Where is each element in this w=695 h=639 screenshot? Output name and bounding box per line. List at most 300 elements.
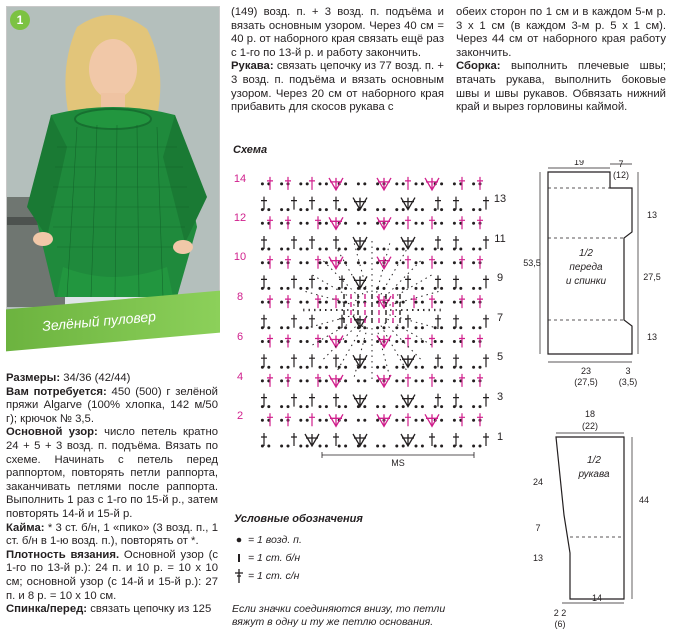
pattern-number-badge: 1: [10, 10, 30, 30]
chain-symbol: [306, 366, 309, 369]
dim-top-right-alt: (12): [612, 170, 630, 180]
double-crochet-symbol: [453, 275, 459, 288]
cluster-symbol: [401, 395, 415, 407]
chain-symbol: [415, 261, 418, 264]
chain-symbol: [402, 182, 405, 185]
cluster-symbol: [329, 217, 343, 229]
chain-symbol: [402, 261, 405, 264]
materials-label: Вам потребуется:: [6, 385, 107, 398]
chain-symbol: [395, 208, 398, 211]
chart-title: Схема: [233, 144, 268, 156]
double-crochet-symbol: [309, 354, 315, 367]
double-crochet-symbol: [435, 394, 441, 407]
row-label-right: 9: [496, 272, 504, 284]
chain-symbol: [440, 248, 443, 251]
chain-symbol: [319, 419, 322, 422]
product-photo: [6, 6, 220, 326]
chain-symbol: [299, 208, 302, 211]
chain-symbol: [306, 287, 309, 290]
chain-symbol: [402, 445, 405, 448]
legend-note: Если значки соединяются внизу, то петли вяжут в одну и ту же петлю основания.: [232, 603, 446, 628]
chain-symbol: [299, 366, 302, 369]
chain-symbol: [299, 182, 302, 185]
double-crochet-symbol: [309, 315, 315, 328]
cluster-symbol: [401, 434, 415, 446]
double-crochet-symbol: [333, 433, 339, 446]
chain-symbol: [440, 301, 443, 304]
double-crochet-symbol: [483, 433, 489, 446]
chain-symbol: [440, 379, 443, 382]
chain-symbol: [363, 326, 366, 329]
chain-symbol: [344, 379, 347, 382]
double-crochet-symbol: [309, 177, 315, 190]
cluster-symbol: [353, 434, 367, 446]
double-crochet-symbol: [333, 354, 339, 367]
chain-symbol: [306, 419, 309, 422]
double-crochet-symbol: [333, 197, 339, 210]
sleeve-dim-bottom-left-alt: (6): [554, 619, 566, 629]
chain-symbol: [383, 248, 386, 251]
chain-symbol: [319, 261, 322, 264]
chain-symbol: [472, 208, 475, 211]
dim-right-bottom: 13: [646, 332, 658, 342]
chain-symbol: [395, 366, 398, 369]
chain-symbol: [344, 222, 347, 225]
chain-symbol: [415, 405, 418, 408]
chain-symbol: [261, 301, 264, 304]
chain-symbol: [261, 261, 264, 264]
chain-symbol: [280, 379, 283, 382]
chain-symbol: [306, 445, 309, 448]
double-crochet-symbol: [309, 197, 315, 210]
double-crochet-symbol: [261, 394, 267, 407]
chain-symbol: [415, 445, 418, 448]
chain-symbol: [415, 340, 418, 343]
double-crochet-symbol: [333, 394, 339, 407]
chain-symbol: [280, 287, 283, 290]
dim-bottom-width-alt: (27,5): [574, 377, 598, 387]
double-crochet-symbol: [453, 354, 459, 367]
chain-symbol: [440, 405, 443, 408]
chain-symbol: [344, 405, 347, 408]
instructions-column-1: [6, 372, 218, 617]
double-crochet-symbol: [261, 433, 267, 446]
chain-symbol: [434, 405, 437, 408]
chain-symbol: [440, 445, 443, 448]
chain-symbol: [395, 445, 398, 448]
chain-symbol: [415, 182, 418, 185]
double-crochet-symbol: [291, 236, 297, 249]
double-crochet-symbol: [405, 335, 411, 348]
chain-symbol: [280, 208, 283, 211]
chain-symbol: [434, 208, 437, 211]
chain-symbol: [376, 248, 379, 251]
chain-symbol: [338, 208, 341, 211]
cluster-symbol: [353, 395, 367, 407]
chain-symbol: [472, 248, 475, 251]
cluster-symbol: [353, 237, 367, 249]
chain-symbol: [287, 445, 290, 448]
double-crochet-symbol: [477, 256, 483, 269]
chain-symbol: [402, 379, 405, 382]
chain-symbol: [325, 261, 328, 264]
chain-symbol: [280, 301, 283, 304]
chain-symbol: [287, 366, 290, 369]
double-crochet-symbol: [435, 275, 441, 288]
chain-symbol: [319, 340, 322, 343]
chain-symbol: [453, 261, 456, 264]
chain-symbol: [395, 379, 398, 382]
chain-symbol: [344, 208, 347, 211]
chain-symbol: [325, 248, 328, 251]
chain-symbol: [299, 261, 302, 264]
chain-symbol: [306, 379, 309, 382]
double-crochet-symbol: [453, 197, 459, 210]
chain-symbol: [306, 182, 309, 185]
dim-top-width: 19: [573, 160, 585, 167]
row-label-left: 2: [236, 410, 244, 422]
cluster-symbol: [401, 355, 415, 367]
chain-symbol: [325, 301, 328, 304]
chain-symbol: [357, 419, 360, 422]
dim-left-height: 53,5: [523, 258, 541, 268]
double-crochet-icon: [234, 568, 248, 584]
cluster-symbol: [401, 198, 415, 210]
sleeve-dim-left-mid: 7: [535, 523, 541, 533]
chain-symbol: [434, 445, 437, 448]
model-illustration: [7, 7, 219, 325]
back-front-value: связать цепочку из 125: [90, 603, 212, 616]
row-label-right: 7: [496, 312, 504, 324]
double-crochet-symbol: [291, 275, 297, 288]
chain-symbol: [325, 366, 328, 369]
main-pattern-value: число петель кратно 24 + 5 + 3 возд. п. подъёма. Вязать по схеме. Начинать с петель перед раппортом, повторять петли раппорта, заканчивать петлями после раппорта. Выполнить 1 раз с 1-го по 15-й р., затем повторять 14-й и 15-й р.: [6, 426, 218, 520]
chain-symbol: [376, 208, 379, 211]
chain-symbol: [319, 248, 322, 251]
double-crochet-symbol: [483, 197, 489, 210]
chain-symbol: [440, 222, 443, 225]
dim-bottom-right: 3: [625, 366, 631, 376]
chain-symbol: [440, 261, 443, 264]
chain-symbol: [415, 222, 418, 225]
chain-symbol: [299, 340, 302, 343]
chain-symbol: [299, 248, 302, 251]
chain-symbol: [453, 419, 456, 422]
chain-symbol: [421, 222, 424, 225]
chain-symbol: [434, 222, 437, 225]
chain-symbol: [383, 326, 386, 329]
chain-symbol: [395, 261, 398, 264]
row-label-left: 12: [233, 212, 247, 224]
chain-symbol: [363, 287, 366, 290]
double-crochet-symbol: [309, 275, 315, 288]
legend-double-crochet: = 1 ст. с/н: [248, 570, 300, 582]
chain-symbol: [472, 301, 475, 304]
chain-symbol: [415, 366, 418, 369]
chain-symbol: [357, 222, 360, 225]
chain-symbol: [357, 340, 360, 343]
double-crochet-symbol: [453, 394, 459, 407]
chain-symbol: [395, 222, 398, 225]
chain-symbol: [325, 287, 328, 290]
chain-symbol: [415, 287, 418, 290]
chain-symbol: [306, 340, 309, 343]
double-crochet-symbol: [435, 197, 441, 210]
dim-right-mid: 27,5: [643, 272, 661, 282]
chain-symbol: [261, 182, 264, 185]
cluster-symbol: [353, 198, 367, 210]
instructions-column-2: [231, 6, 444, 115]
cluster-symbol: [353, 276, 367, 288]
back-front-continued: (149) возд. п. + 3 возд. п. подъёма и вязать основным узором. Через 40 см = 40 р. от наборного края связать ещё раз с 1-го по 13-й р. и работу закончить.: [231, 6, 444, 59]
chain-symbol: [376, 340, 379, 343]
chain-symbol: [415, 379, 418, 382]
double-crochet-symbol: [291, 315, 297, 328]
chain-symbol: [440, 287, 443, 290]
edging-label: Кайма:: [6, 521, 45, 534]
chain-symbol: [421, 366, 424, 369]
assembly-value: выполнить плечевые швы; втачать рукава, выполнить боковые швы и швы рукавов. Обвязать нижний край и вырез горловины каймой.: [456, 60, 667, 114]
chain-symbol: [357, 261, 360, 264]
chain-symbol: [453, 222, 456, 225]
chain-symbol: [280, 261, 283, 264]
double-crochet-symbol: [483, 315, 489, 328]
chain-symbol: [267, 405, 270, 408]
chain-symbol: [299, 222, 302, 225]
cluster-symbol: [329, 257, 343, 269]
chain-symbol: [363, 182, 366, 185]
chain-symbol: [421, 182, 424, 185]
dim-top-right: 7: [618, 160, 624, 169]
chain-symbol: [363, 405, 366, 408]
chain-symbol: [344, 340, 347, 343]
chain-symbol: [395, 419, 398, 422]
double-crochet-symbol: [291, 394, 297, 407]
chain-symbol: [338, 405, 341, 408]
radiating-chain-line: [388, 274, 435, 347]
chain-symbol: [434, 340, 437, 343]
chain-symbol: [395, 326, 398, 329]
front-back-label-2: переда: [569, 262, 603, 273]
chain-symbol: [402, 405, 405, 408]
double-crochet-symbol: [261, 236, 267, 249]
double-crochet-symbol: [309, 236, 315, 249]
chain-symbol: [415, 326, 418, 329]
double-crochet-symbol: [285, 216, 291, 229]
double-crochet-symbol: [429, 433, 435, 446]
chain-symbol: [415, 208, 418, 211]
chain-symbol: [472, 326, 475, 329]
chain-symbol: [479, 445, 482, 448]
chain-symbol: [421, 208, 424, 211]
chain-symbol: [325, 326, 328, 329]
row-label-left: 8: [236, 291, 244, 303]
cluster-symbol: [305, 434, 319, 446]
double-crochet-symbol: [477, 374, 483, 387]
chain-symbol: [453, 340, 456, 343]
double-crochet-symbol: [483, 354, 489, 367]
chain-symbol: [357, 182, 360, 185]
chain-symbol: [344, 261, 347, 264]
chain-symbol: [383, 445, 386, 448]
chain-symbol: [319, 445, 322, 448]
double-crochet-symbol: [453, 236, 459, 249]
chain-symbol: [325, 182, 328, 185]
chain-symbol: [434, 248, 437, 251]
double-crochet-symbol: [435, 315, 441, 328]
chain-symbol: [319, 379, 322, 382]
front-back-label-3: и спинки: [565, 276, 607, 287]
chain-symbol: [440, 340, 443, 343]
chain-symbol: [325, 405, 328, 408]
chain-symbol: [421, 379, 424, 382]
double-crochet-symbol: [405, 315, 411, 328]
chain-symbol: [363, 261, 366, 264]
chain-symbol: [280, 366, 283, 369]
chain-symbol: [472, 340, 475, 343]
chain-symbol: [287, 326, 290, 329]
chain-symbol: [363, 366, 366, 369]
chain-symbol: [319, 182, 322, 185]
chain-symbol: [376, 366, 379, 369]
double-crochet-symbol: [261, 197, 267, 210]
row-label-right: 11: [494, 233, 506, 245]
chain-symbol: [261, 340, 264, 343]
chain-symbol: [287, 208, 290, 211]
chain-symbol: [453, 182, 456, 185]
chain-symbol: [472, 419, 475, 422]
symbol-legend: [234, 513, 449, 585]
chain-symbol: [440, 419, 443, 422]
sleeve-dim-top-alt: (22): [581, 421, 599, 431]
double-crochet-symbol: [291, 197, 297, 210]
chain-symbol: [338, 366, 341, 369]
chain-symbol: [325, 379, 328, 382]
chain-symbol: [472, 261, 475, 264]
row-label-right: 13: [493, 193, 507, 205]
chain-symbol: [306, 222, 309, 225]
chain-symbol: [402, 419, 405, 422]
main-pattern-label: Основной узор:: [6, 426, 98, 439]
chain-symbol: [453, 379, 456, 382]
chain-symbol: [280, 222, 283, 225]
sleeves-label: Рукава:: [231, 60, 274, 73]
double-crochet-symbol: [405, 413, 411, 426]
chain-symbol: [344, 182, 347, 185]
chain-symbol: [299, 326, 302, 329]
double-crochet-symbol: [435, 354, 441, 367]
row-label-left: 6: [236, 331, 244, 343]
chain-symbol: [434, 326, 437, 329]
radiating-chain-line: [336, 248, 363, 373]
chain-symbol: [459, 405, 462, 408]
sleeve-dim-bottom: 14: [591, 593, 603, 603]
sizes-label: Размеры:: [6, 372, 61, 384]
chain-symbol: [421, 287, 424, 290]
repeat-label: MS: [391, 458, 405, 468]
double-crochet-symbol: [261, 315, 267, 328]
double-crochet-symbol: [309, 394, 315, 407]
double-crochet-symbol: [291, 433, 297, 446]
chain-symbol: [344, 248, 347, 251]
sleeve-dim-left-lower: 13: [532, 553, 544, 563]
chain-symbol: [363, 208, 366, 211]
double-crochet-symbol: [261, 354, 267, 367]
double-crochet-symbol: [285, 335, 291, 348]
chain-symbol: [267, 326, 270, 329]
chain-symbol: [299, 405, 302, 408]
chain-symbol: [421, 326, 424, 329]
chain-symbol: [280, 182, 283, 185]
sleeve-schematic: [520, 405, 670, 635]
double-crochet-symbol: [477, 216, 483, 229]
chain-symbol: [363, 222, 366, 225]
chain-symbol: [267, 208, 270, 211]
chain-symbol: [402, 301, 405, 304]
cluster-symbol: [401, 237, 415, 249]
chain-symbol: [261, 379, 264, 382]
double-crochet-symbol: [405, 177, 411, 190]
chain-symbol: [434, 366, 437, 369]
chain-symbol: [479, 248, 482, 251]
double-crochet-symbol: [477, 413, 483, 426]
chain-symbol: [287, 287, 290, 290]
double-crochet-symbol: [405, 374, 411, 387]
chain-symbol: [280, 248, 283, 251]
double-crochet-symbol: [477, 295, 483, 308]
cluster-symbol: [329, 336, 343, 348]
chain-symbol: [421, 261, 424, 264]
sleeve-dim-bottom-left: 2 2: [553, 608, 567, 618]
chain-symbol: [376, 261, 379, 264]
chain-symbol: [299, 287, 302, 290]
chain-symbol: [415, 248, 418, 251]
chain-symbol: [376, 182, 379, 185]
chain-symbol: [325, 340, 328, 343]
chain-symbol: [363, 445, 366, 448]
chain-symbol: [319, 405, 322, 408]
chain-symbol: [344, 287, 347, 290]
chain-symbol: [363, 379, 366, 382]
chain-symbol: [434, 301, 437, 304]
chain-symbol: [395, 248, 398, 251]
front-back-label-1: 1/2: [579, 248, 593, 259]
chain-symbol: [459, 445, 462, 448]
chain-symbol: [472, 379, 475, 382]
chain-symbol: [338, 287, 341, 290]
double-crochet-symbol: [285, 295, 291, 308]
chain-symbol: [344, 326, 347, 329]
cluster-symbol: [353, 355, 367, 367]
chain-symbol: [479, 366, 482, 369]
chain-symbol: [357, 379, 360, 382]
instructions-column-3: [456, 6, 666, 115]
double-crochet-symbol: [285, 256, 291, 269]
chain-symbol: [344, 366, 347, 369]
dim-bottom-right-alt: (3,5): [618, 377, 638, 387]
chain-symbol: [459, 366, 462, 369]
chain-symbol: [261, 419, 264, 422]
chain-symbol: [479, 326, 482, 329]
radiating-chain-line: [310, 274, 357, 347]
chain-symbol: [306, 208, 309, 211]
chain-symbol: [402, 248, 405, 251]
chain-symbol: [459, 208, 462, 211]
chain-symbol: [306, 261, 309, 264]
row-label-right: 5: [496, 351, 504, 363]
chain-stitch-icon: [234, 534, 248, 546]
chain-symbol: [402, 287, 405, 290]
